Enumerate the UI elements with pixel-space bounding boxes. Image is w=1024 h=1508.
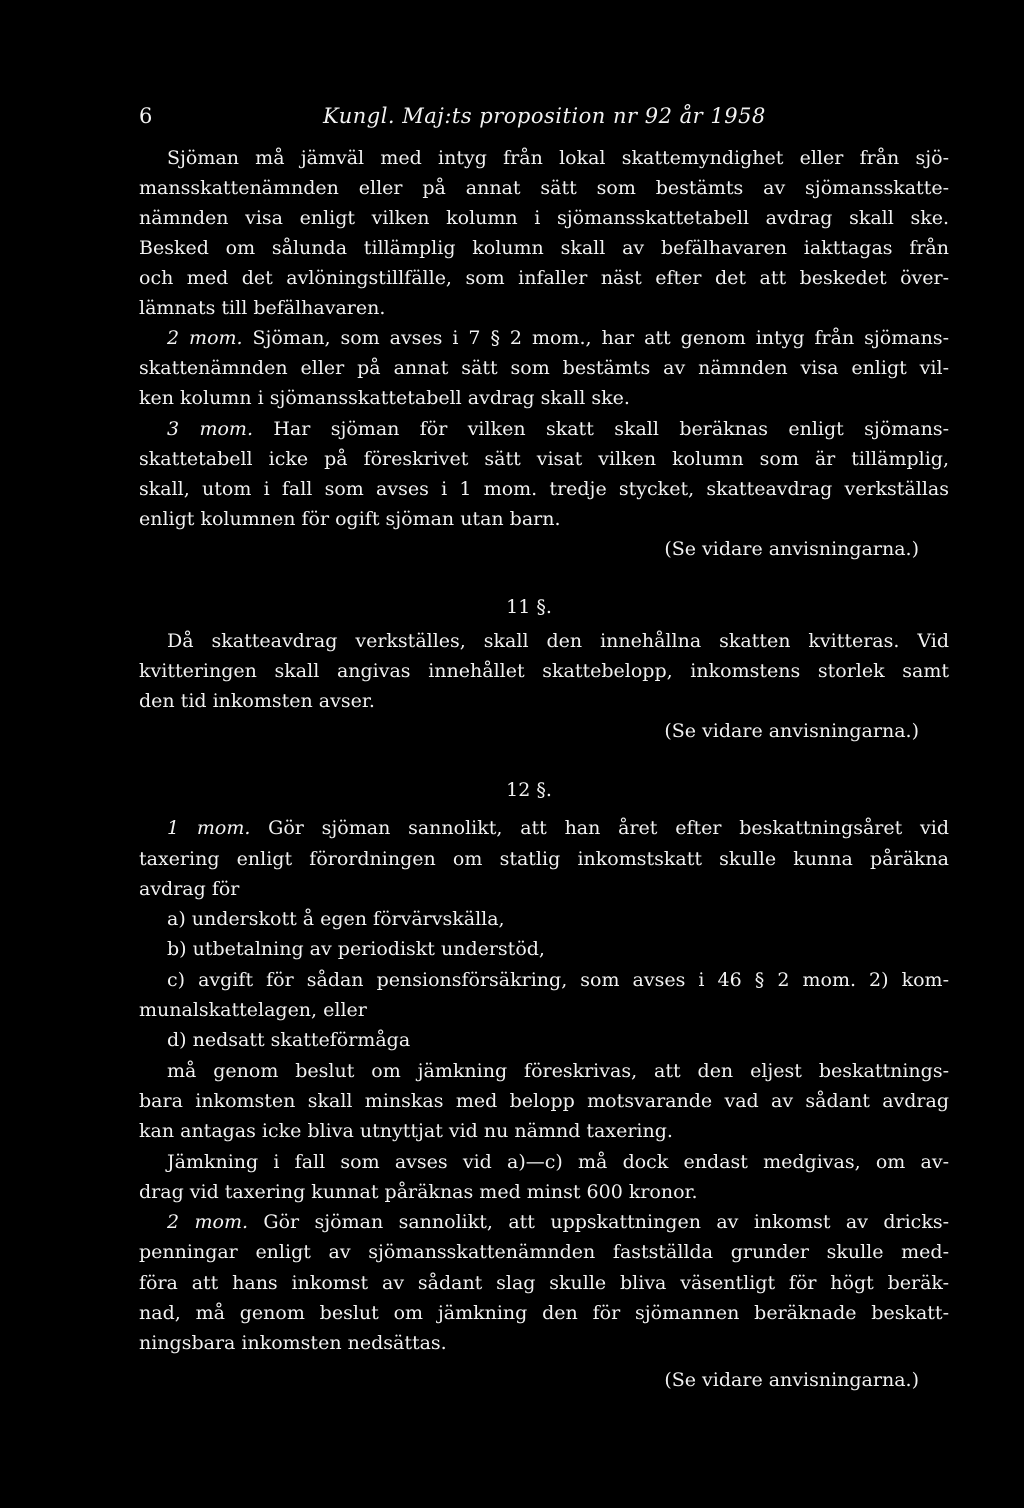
text-line: taxering enligt förordningen om statlig inkomstskatt skulle kunna påräkna [139,848,949,870]
text-line: bara inkomsten skall minskas med belopp motsvarande vad av sådant avdrag [139,1090,949,1112]
text-line: föra att hans inkomst av sådant slag skulle bliva väsentligt för högt beräk- [139,1272,949,1294]
text-line: ningsbara inkomsten nedsättas. [139,1332,447,1354]
text-line: Jämkning i fall som avses vid a)—c) må dock endast medgivas, om av- [167,1151,949,1173]
text-line: nad, må genom beslut om jämkning den för sjömannen beräknade beskatt- [139,1302,949,1324]
text-line: 1 mom. Gör sjöman sannolikt, att han året efter beskattningsåret vid [167,817,949,839]
text-line: kvitteringen skall angivas innehållet skattebelopp, inkomstens storlek samt [139,660,949,682]
text-line: kan antagas icke bliva utnyttjat vid nu nämnd taxering. [139,1120,673,1142]
reference-note: (Se vidare anvisningarna.) [664,1369,919,1391]
text-line: skattenämnden eller på annat sätt som bestämts av nämnden visa enligt vil- [139,357,949,379]
text-line: den tid inkomsten avser. [139,690,375,712]
text-line: 2 mom. Sjöman, som avses i 7 § 2 mom., har att genom intyg från sjömans- [167,327,949,349]
text-line: 2 mom. Gör sjöman sannolikt, att uppskattningen av inkomst av dricks- [167,1211,950,1233]
running-title: Kungl. Maj:ts proposition nr 92 år 1958 [323,104,766,128]
list-item: d) nedsatt skatteförmåga [167,1029,411,1051]
text-line: skattetabell icke på föreskrivet sätt visat vilken kolumn som är tillämplig, [139,448,949,470]
text-line: penningar enligt av sjömansskattenämnden fastställda grunder skulle med- [139,1241,949,1263]
text-line: Besked om sålunda tillämplig kolumn skall av befälhavaren iakttagas från [139,237,949,259]
text-line: skall, utom i fall som avses i 1 mom. tredje stycket, skatteavdrag verkställas [139,478,949,500]
text-line: munalskattelagen, eller [139,999,367,1021]
text-line: enligt kolumnen för ogift sjöman utan barn. [139,508,561,530]
reference-note: (Se vidare anvisningarna.) [664,720,919,742]
text-line: Sjöman må jämväl med intyg från lokal skattemyndighet eller från sjö- [167,147,949,169]
text-line: mansskattenämnden eller på annat sätt som bestämts av sjömansskatte- [139,177,949,199]
list-item: a) underskott å egen förvärvskälla, [167,908,505,930]
list-item: b) utbetalning av periodiskt understöd, [167,938,545,960]
text-line: må genom beslut om jämkning föreskrivas, att den eljest beskattnings- [167,1060,949,1082]
text-line: 3 mom. Har sjöman för vilken skatt skall beräknas enligt sjömans- [167,418,949,440]
text-line: lämnats till befälhavaren. [139,297,386,319]
moment-label: 1 mom. [167,817,251,839]
page-header [139,101,919,131]
text-line: och med det avlöningstillfälle, som infaller näst efter det att beskedet över- [139,267,949,289]
moment-label: 2 mom. [167,1211,249,1233]
section-heading: 12 §. [506,779,552,801]
moment-label: 3 mom. [167,418,253,440]
reference-note: (Se vidare anvisningarna.) [664,538,919,560]
section-heading: 11 §. [506,596,552,618]
text-line: Då skatteavdrag verkställes, skall den innehållna skatten kvitteras. Vid [167,630,949,652]
text-line: ken kolumn i sjömansskattetabell avdrag skall ske. [139,387,630,409]
list-item: c) avgift för sådan pensionsförsäkring, som avses i 46 § 2 mom. 2) kom- [167,969,949,991]
text-line: drag vid taxering kunnat påräknas med minst 600 kronor. [139,1181,698,1203]
text-line: nämnden visa enligt vilken kolumn i sjömansskattetabell avdrag skall ske. [139,207,949,229]
text-line: avdrag för [139,878,240,900]
page-number: 6 [139,104,153,128]
moment-label: 2 mom. [167,327,243,349]
